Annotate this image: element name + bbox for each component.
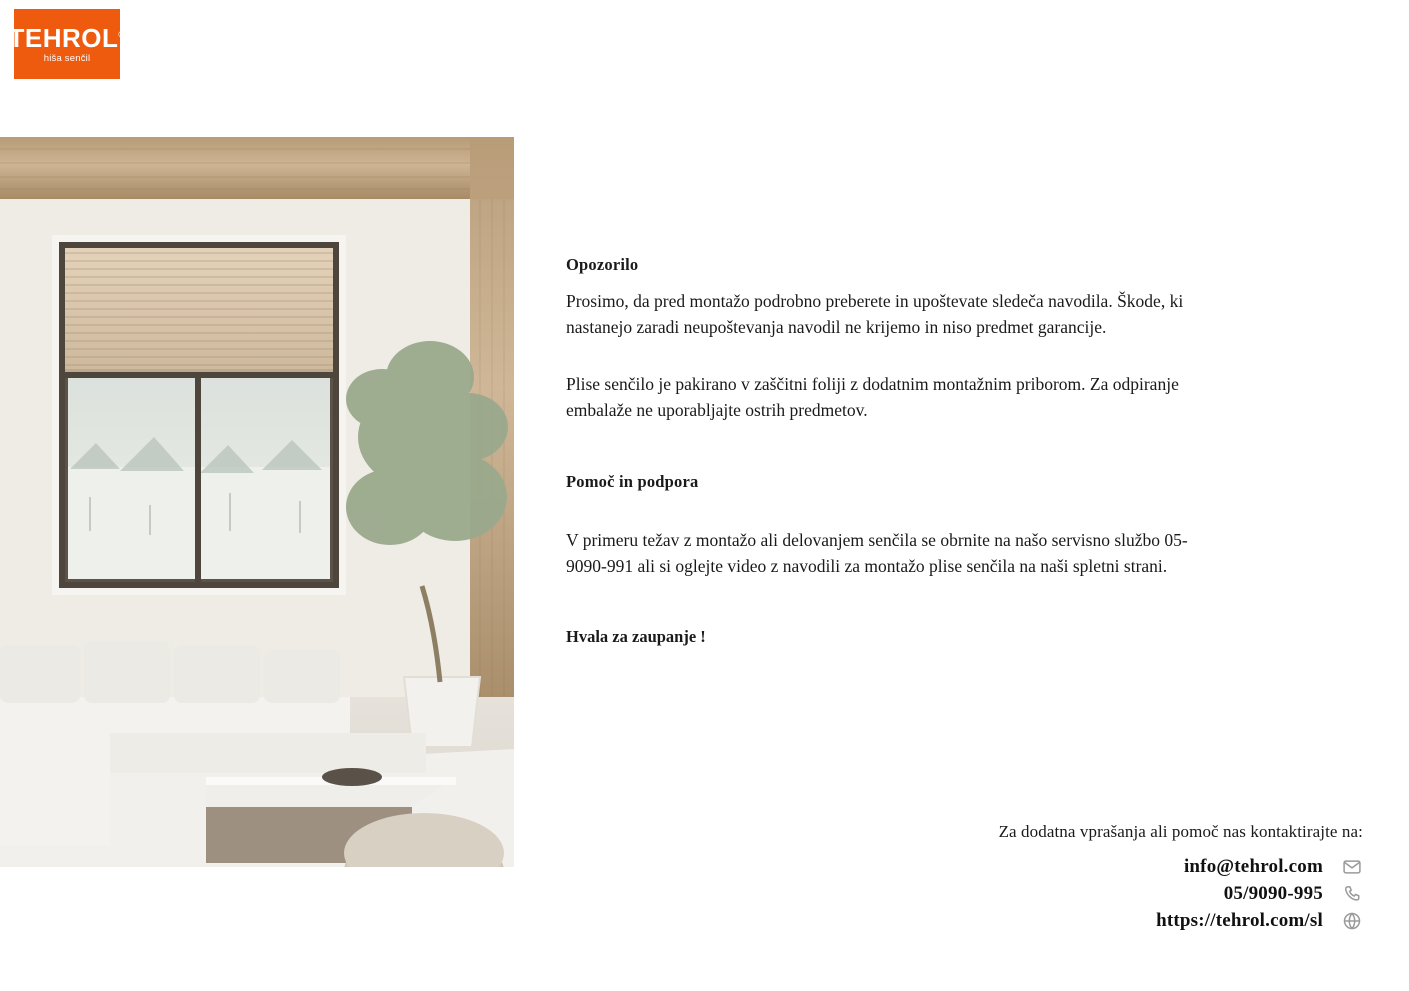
registered-mark: ® [118, 28, 126, 39]
brand-name: TEHROL® [8, 22, 126, 53]
hero-photo [0, 137, 514, 867]
section-support [566, 472, 1266, 579]
brand-tagline: hiša senčil [43, 52, 91, 64]
spacer [566, 434, 1266, 472]
contact-rows [999, 856, 1363, 932]
phone-icon [1341, 883, 1363, 905]
contact-phone-value[interactable]: 05/9090-995 [1223, 883, 1323, 904]
thanks-line: Hvala za zaupanje ! [566, 627, 706, 647]
warning-heading: Opozorilo [566, 255, 639, 274]
contact-email-value[interactable]: info@tehrol.com [1183, 856, 1323, 877]
support-heading: Pomoč in podpora [566, 471, 699, 491]
globe-icon [1341, 910, 1363, 932]
living-room-illustration [0, 137, 514, 867]
section-warning [566, 255, 1266, 424]
contact-website-value[interactable]: https://tehrol.com/sl [1156, 910, 1323, 931]
contact-row-phone[interactable] [1224, 883, 1363, 905]
warning-paragraph-2: Plise senčilo je pakirano v zaščitni foliji z dodatnim montažnim priborom. Za odpiranje embalaže ne uporabljajte ostrih predmetov. [566, 374, 1179, 421]
spacer [566, 589, 1266, 627]
contact-intro: Za dodatna vprašanja ali pomoč nas kontaktirajte na: [998, 822, 1363, 841]
contact-row-email[interactable] [1184, 856, 1363, 878]
contact-block [999, 822, 1363, 932]
envelope-icon [1341, 856, 1363, 878]
brand-logo [8, 9, 126, 79]
document-body [566, 255, 1266, 647]
spacer [566, 506, 1266, 528]
spacer [566, 350, 1266, 372]
contact-row-website[interactable] [1156, 910, 1363, 932]
warning-paragraph-1: Prosimo, da pred montažo podrobno preberete in upoštevate sledeča navodila. Škode, ki nastanejo zaradi neupoštevanja navodil ne krijemo in niso predmet garancije. [566, 291, 1184, 337]
support-paragraph-1: V primeru težav z montažo ali delovanjem senčila se obrnite na našo servisno službo 05-9090-991 ali si oglejte video z navodili za montažo plise senčila na naši spletni strani. [566, 529, 1188, 576]
